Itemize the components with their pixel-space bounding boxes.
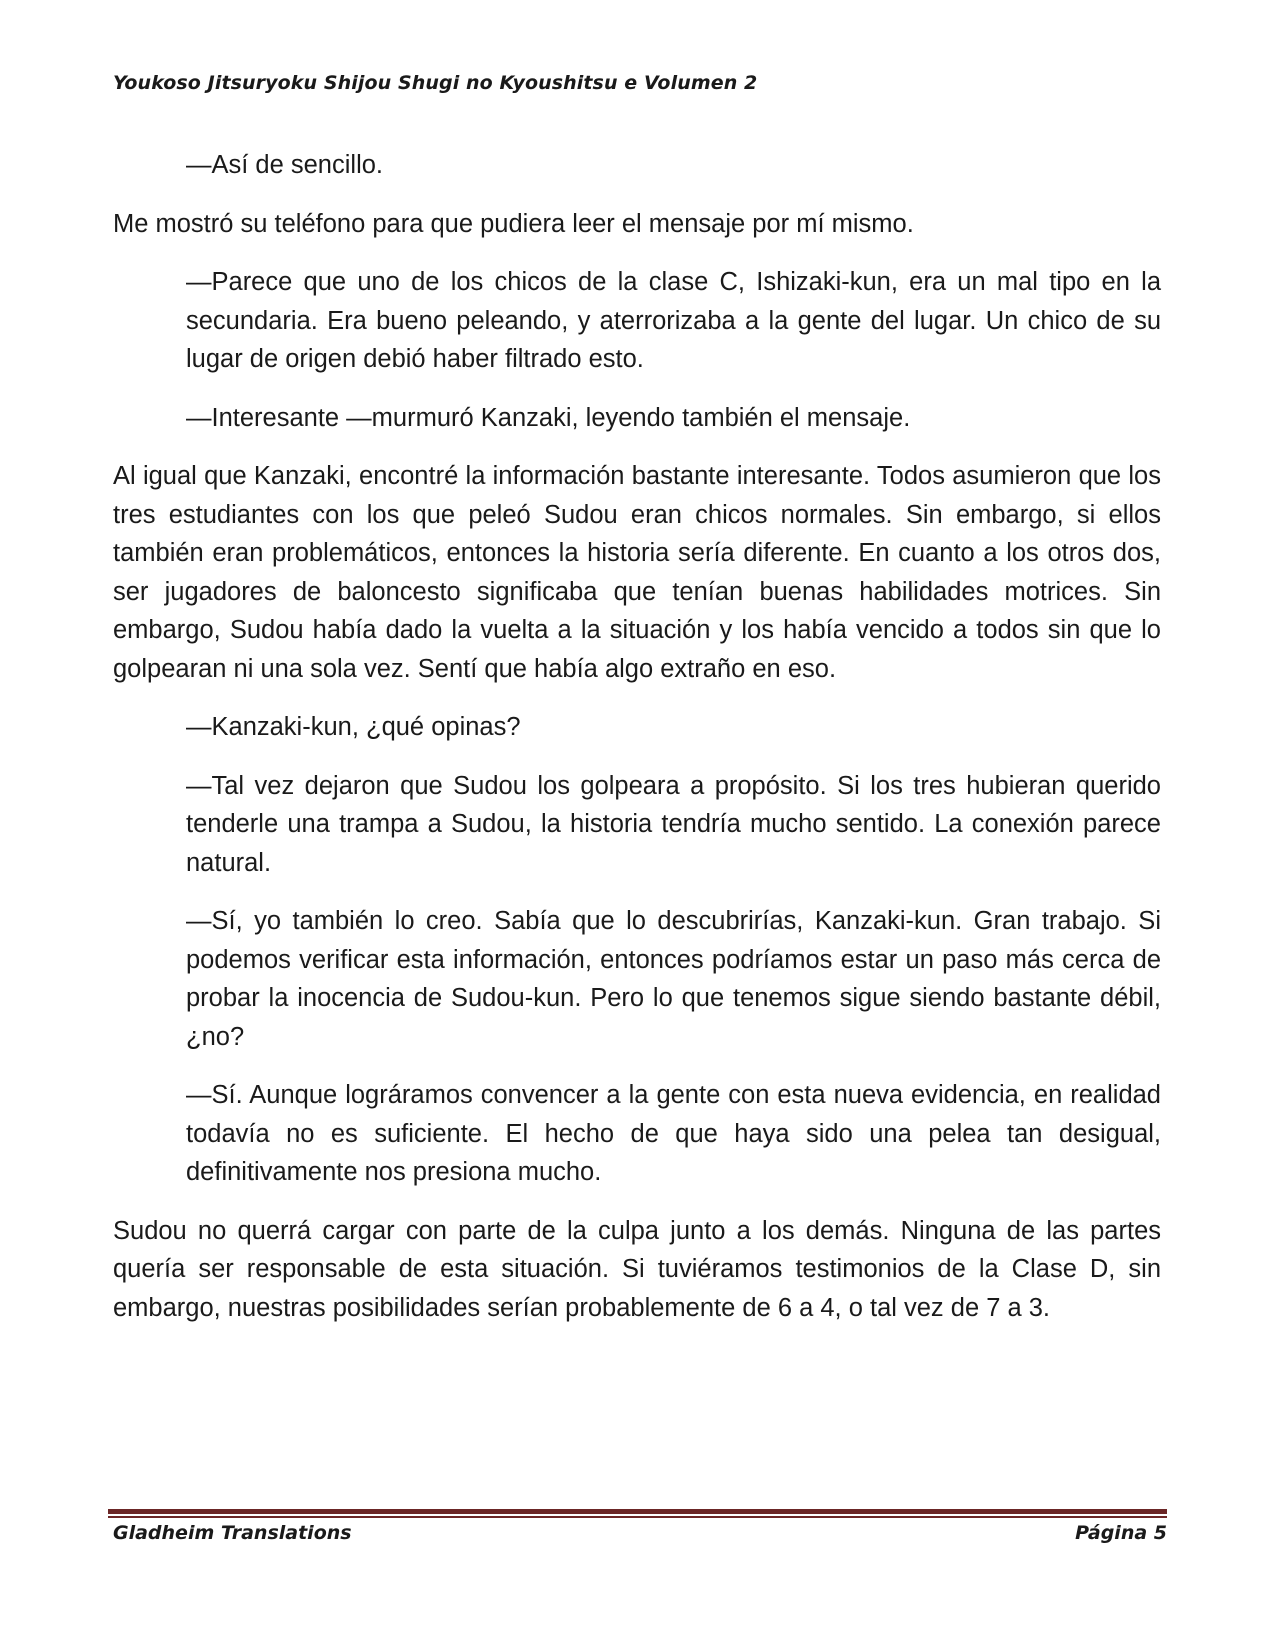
- paragraph-dialog: —Interesante —murmuró Kanzaki, leyendo también el mensaje.: [186, 403, 911, 432]
- paragraph-dialog: —Sí. Aunque lográramos convencer a la gente con esta nueva evidencia, en realidad todavía no es suficiente. El hecho de que haya sido una pelea tan desigual, definitivamente nos presiona mucho.: [186, 1081, 1161, 1186]
- paragraph: Sudou no querrá cargar con parte de la culpa junto a los demás. Ninguna de las partes quería ser responsable de esta situación. Si tuviéramos testimonios de la Clase D, sin embargo, nuestras posibilidades serían probablemente de 6 a 4, o tal vez de 7 a 3.: [113, 1216, 1161, 1322]
- footer-divider-thick: [108, 1509, 1167, 1514]
- footer-divider-thin: [108, 1516, 1167, 1518]
- page-body: [113, 146, 1161, 1347]
- paragraph-dialog: —Tal vez dejaron que Sudou los golpeara a propósito. Si los tres hubieran querido tenderle una trampa a Sudou, la historia tendría mucho sentido. La conexión parece natural.: [186, 771, 1161, 877]
- paragraph-dialog: —Parece que uno de los chicos de la clase C, Ishizaki-kun, era un mal tipo en la secundaria. Era bueno peleando, y aterrorizaba a la gente del lugar. Un chico de su lugar de origen debió haber filtrado esto.: [186, 268, 1161, 373]
- paragraph: Al igual que Kanzaki, encontré la información bastante interesante. Todos asumieron que los tres estudiantes con los que peleó Sudou eran chicos normales. Sin embargo, si ellos también eran problemáticos, entonces la historia sería diferente. En cuanto a los otros dos, ser jugadores de baloncesto significaba que tenían buenas habilidades motrices. Sin embargo, Sudou había dado la vuelta a la situación y los había vencido a todos sin que lo golpearan ni una sola vez. Sentí que había algo extraño en eso.: [113, 462, 1161, 683]
- page-number: Página 5: [1075, 1522, 1167, 1544]
- footer-divider: [108, 1509, 1167, 1518]
- paragraph: Me mostró su teléfono para que pudiera leer el mensaje por mí mismo.: [113, 209, 914, 238]
- paragraph-dialog: —Kanzaki-kun, ¿qué opinas?: [186, 713, 521, 741]
- footer-translator: Gladheim Translations: [113, 1522, 352, 1544]
- paragraph-dialog: —Así de sencillo.: [186, 151, 384, 179]
- paragraph-dialog: —Sí, yo también lo creo. Sabía que lo descubrirías, Kanzaki-kun. Gran trabajo. Si podemos verificar esta información, entonces podríamos estar un paso más cerca de probar la inocencia de Sudou-kun. Pero lo que tenemos sigue siendo bastante débil, ¿no?: [186, 907, 1161, 1051]
- running-header: Youkoso Jitsuryoku Shijou Shugi no Kyoushitsu e Volumen 2: [113, 72, 758, 94]
